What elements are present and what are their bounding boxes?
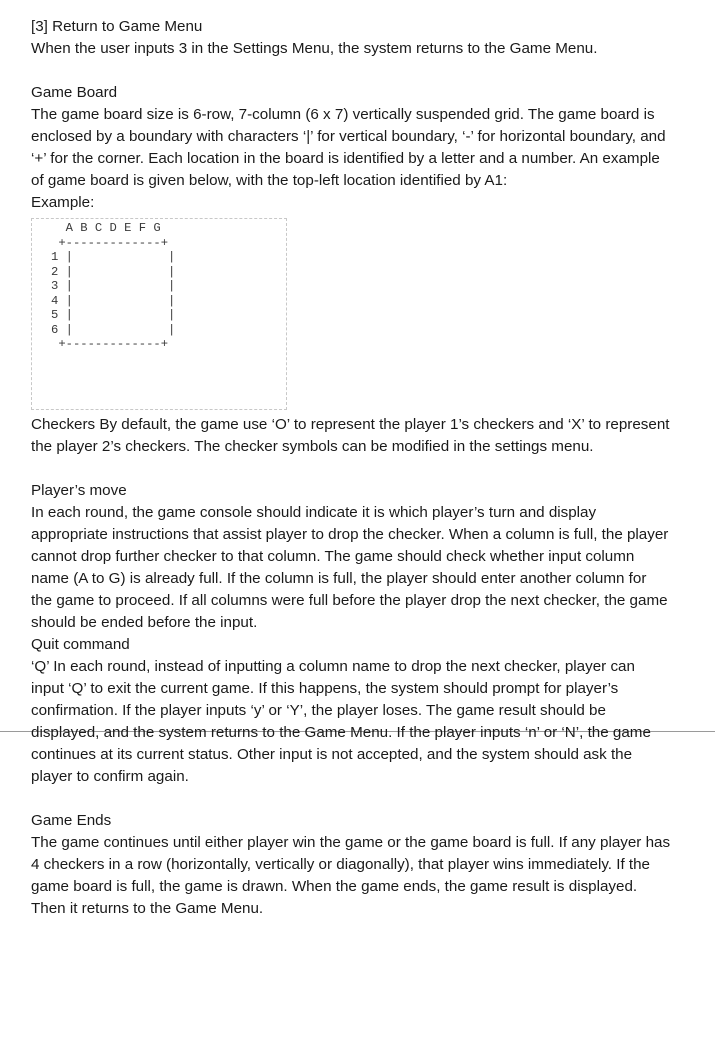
quit-command-heading: Quit command xyxy=(31,636,130,653)
players-move-body: In each round, the game console should indicate it is which player’s turn and display appropriate instructions that assist player to drop the checker. When a column is full, the player cannot drop further checker to that column. The game should check whether input column name (A to G) is already full. If the column is full, the player should enter another column for the game to proceed. If all columns were full before the player drop the next checker, the game should be ended before the input. xyxy=(31,504,669,631)
quit-command-body: ‘Q’ In each round, instead of inputting a column name to drop the next checker, player can input ‘Q’ to exit the current game. If this happens, the system should prompt for player’s confirmation. If the player inputs ‘y’ or ‘Y’, the player loses. The game result should be displayed, and the system returns to the Game Menu. If the player inputs ‘n’ or ‘N’, the game continues at its current status. Other input is not accepted, and the system should ask the player to confirm again. xyxy=(31,658,651,785)
paragraph-spacer xyxy=(31,458,671,480)
return-menu-body: When the user inputs 3 in the Settings Menu, the system returns to the Game Menu. xyxy=(31,40,598,57)
game-board-body: The game board size is 6-row, 7-column (6 x 7) vertically suspended grid. The game board is enclosed by a boundary with characters ‘|’ for vertical boundary, ‘-’ for horizontal boundary, and ‘+’ for the corner. Each location in the board is identified by a letter and a number. An example of game board is given below, with the top-left location identified by A1: xyxy=(31,106,666,189)
game-ends-heading: Game Ends xyxy=(31,812,112,829)
document-page xyxy=(31,16,671,920)
example-board-box xyxy=(31,218,287,410)
game-ends-body: The game continues until either player win the game or the game board is full. If any player has 4 checkers in a row (horizontally, vertically or diagonally), that player wins immediately. If the game board is full, the game is drawn. When the game ends, the game result is displayed. Then it returns to the Game Menu. xyxy=(31,834,671,917)
example-board-ascii: A B C D E F G +-------------+ 1 | | 2 | | 3 | | 4 | | 5 | | 6 | | +-------------+ xyxy=(51,221,176,351)
return-menu-heading: [3] Return to Game Menu xyxy=(31,18,203,35)
checkers-body: Checkers By default, the game use ‘O’ to represent the player 1’s checkers and ‘X’ to represent the player 2’s checkers. The checker symbols can be modified in the settings menu. xyxy=(31,416,670,455)
players-move-heading: Player’s move xyxy=(31,482,127,499)
paragraph-spacer xyxy=(31,60,671,82)
paragraph-spacer xyxy=(31,788,671,810)
game-board-heading: Game Board xyxy=(31,84,118,101)
example-label: Example: xyxy=(31,194,95,211)
